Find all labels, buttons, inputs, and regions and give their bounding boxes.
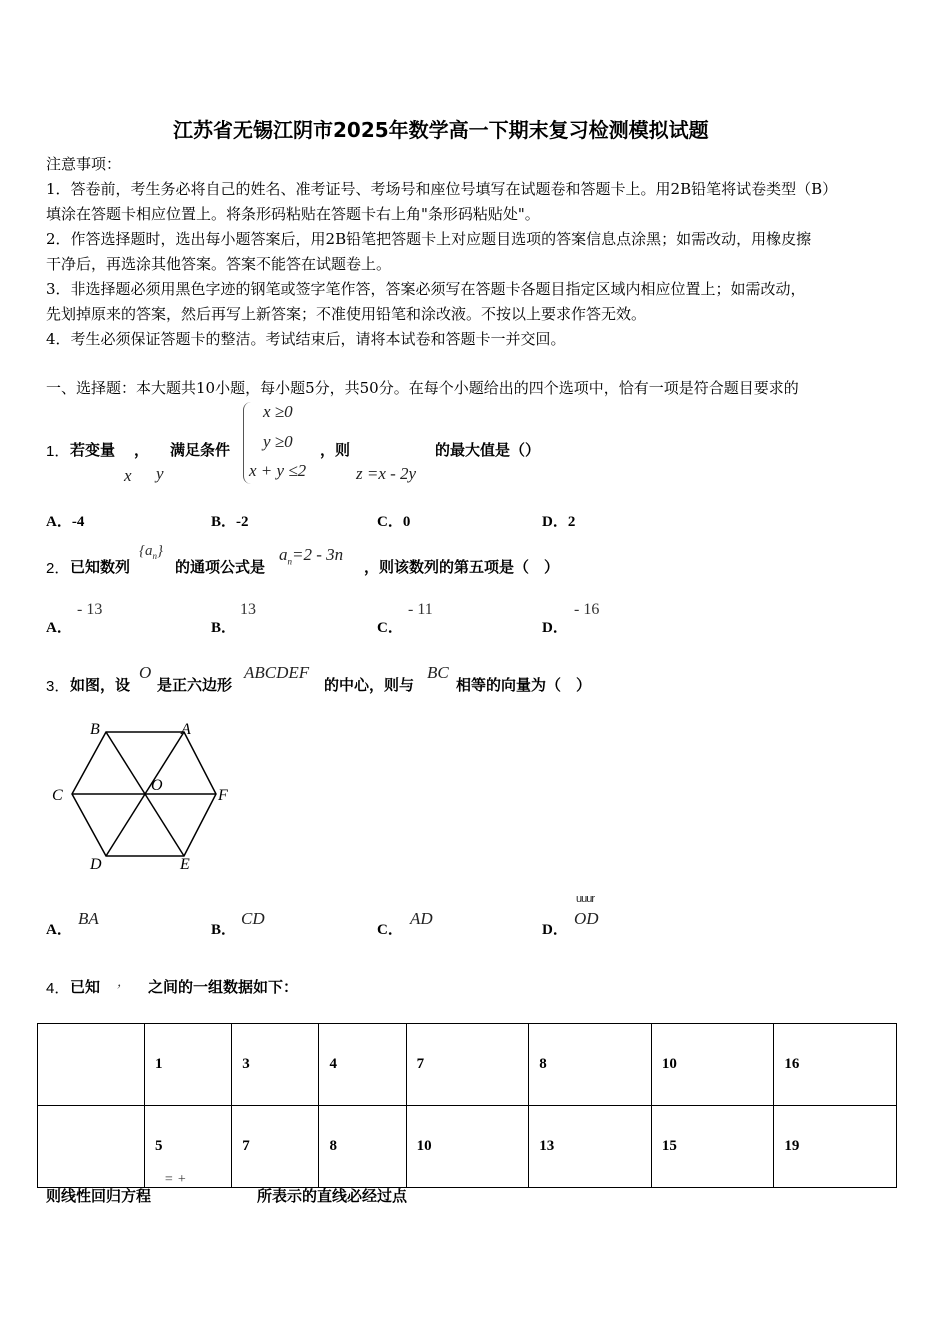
q2-text-b: 的通项公式是 bbox=[175, 558, 266, 576]
q2-formula-a: a bbox=[279, 545, 288, 564]
q3-option-b-label: B． bbox=[211, 922, 237, 938]
y-value: 19 bbox=[774, 1106, 897, 1188]
q2-option-d-label: D． bbox=[542, 620, 568, 636]
row-y-label bbox=[38, 1106, 145, 1188]
notice-heading: 注意事项： bbox=[46, 155, 122, 173]
y-value: 13 bbox=[529, 1106, 652, 1188]
q2-formula-sub: n bbox=[287, 556, 292, 567]
q4-number: 4． bbox=[46, 980, 70, 997]
q2-sequence: $\{a_n\}$ bbox=[139, 543, 163, 561]
q1-option-a: A．-4 bbox=[46, 514, 85, 530]
q3-point-o: O bbox=[139, 663, 152, 682]
q2-option-a-label: A． bbox=[46, 620, 72, 636]
table-row-x bbox=[38, 1024, 897, 1106]
q1-option-b: B．-2 bbox=[211, 514, 249, 530]
y-value: 8 bbox=[319, 1106, 406, 1188]
notice-line: 4．考生必须保证答题卡的整洁。考试结束后，请将本试卷和答题卡一并交回。 bbox=[46, 330, 566, 348]
q2-option-c-label: C． bbox=[377, 620, 403, 636]
notice-line: 1．答卷前，考生务必将自己的姓名、准考证号、考场号和座位号填写在试题卷和答题卡上。用2B铅笔将试卷类型（B） bbox=[46, 180, 838, 198]
q2-seq-sub: n bbox=[152, 551, 157, 561]
q3-option-b-value: CD bbox=[241, 909, 265, 928]
q1-option-d: D．2 bbox=[542, 514, 576, 530]
q4-text-a: 已知 bbox=[70, 978, 101, 996]
q3-vector-bc: BC bbox=[427, 663, 449, 682]
x-value: 7 bbox=[406, 1024, 529, 1106]
q3-hexagon-name: ABCDEF bbox=[244, 663, 310, 682]
q4-separator: ， bbox=[117, 974, 131, 989]
page-title: 江苏省无锡江阴市2025年数学高一下期末复习检测模拟试题 bbox=[173, 118, 709, 142]
section-heading: 一、选择题：本大题共10小题，每小题5分，共50分。在每个小题给出的四个选项中，恰有一项是符合题目要求的 bbox=[46, 379, 799, 397]
q2-option-d-value: - 16 bbox=[574, 601, 600, 618]
y-value: 5 bbox=[145, 1106, 232, 1188]
q3-text-a: 如图，设 bbox=[70, 676, 131, 694]
q1-option-c: C．0 bbox=[377, 514, 411, 530]
q1-text-c: ，则 bbox=[320, 441, 351, 459]
x-value: 16 bbox=[774, 1024, 897, 1106]
q3-option-d-label: D． bbox=[542, 922, 568, 938]
q1-text-d: 的最大值是（） bbox=[435, 441, 541, 459]
y-value: 15 bbox=[651, 1106, 774, 1188]
hex-label-o: O bbox=[151, 777, 163, 794]
x-value: 10 bbox=[651, 1024, 774, 1106]
q2-option-b-value: 13 bbox=[240, 601, 256, 618]
q3-option-a-label: A． bbox=[46, 922, 72, 938]
q3-option-c-value: AD bbox=[410, 909, 433, 928]
q2-option-b-label: B． bbox=[211, 620, 237, 636]
q3-option-d-value: OD bbox=[574, 909, 599, 928]
q4-regression-equation: = + bbox=[164, 1172, 187, 1187]
hex-label-e: E bbox=[180, 856, 190, 873]
q4-text-b: 之间的一组数据如下： bbox=[148, 978, 299, 996]
q3-option-d-arrow: uuur bbox=[576, 893, 595, 905]
q3-text-b: 是正六边形 bbox=[157, 676, 233, 694]
y-value: 10 bbox=[406, 1106, 529, 1188]
hex-label-c: C bbox=[52, 787, 63, 804]
notice-line: 先划掉原来的答案，然后再写上新答案；不准使用铅笔和涂改液。不按以上要求作答无效。 bbox=[46, 305, 647, 323]
x-value: 1 bbox=[145, 1024, 232, 1106]
q2-seq-a: a bbox=[145, 543, 153, 559]
q2-option-c-value: - 11 bbox=[408, 601, 433, 618]
hex-label-a: A bbox=[181, 721, 191, 738]
data-table bbox=[37, 1023, 897, 1188]
notice-line: 3．非选择题必须用黑色字迹的钢笔或签字笔作答，答案必须写在答题卡各题目指定区域内相应位置上；如需改动， bbox=[46, 280, 806, 298]
q1-cond1: x ≥0 bbox=[263, 402, 293, 421]
hexagon-figure bbox=[40, 712, 240, 882]
q3-option-a-value: BA bbox=[78, 909, 99, 928]
q2-text-c: ，则该数列的第五项是（ ） bbox=[364, 558, 560, 576]
q1-text-b: 满足条件 bbox=[170, 441, 231, 459]
q1-expression: z =x - 2y bbox=[356, 464, 417, 483]
q4-tail-a: 则线性回归方程 bbox=[46, 1187, 152, 1205]
q1-var-y: y bbox=[156, 464, 164, 483]
x-value: 3 bbox=[232, 1024, 319, 1106]
q2-option-a-value: - 13 bbox=[77, 601, 103, 618]
q3-text-c: 的中心，则与 bbox=[324, 676, 415, 694]
q1-text-a: 若变量 bbox=[70, 441, 116, 459]
hex-label-b: B bbox=[90, 721, 100, 738]
y-value: 7 bbox=[232, 1106, 319, 1188]
hex-label-d: D bbox=[90, 856, 102, 873]
q1-comma: ， bbox=[134, 441, 150, 459]
row-x-label bbox=[38, 1024, 145, 1106]
q2-text-a: 已知数列 bbox=[70, 558, 131, 576]
x-value: 4 bbox=[319, 1024, 406, 1106]
notice-line: 干净后，再选涂其他答案。答案不能答在试题卷上。 bbox=[46, 255, 392, 273]
q3-option-c-label: C． bbox=[377, 922, 403, 938]
hex-label-f: F bbox=[218, 787, 228, 804]
notice-line: 2．作答选择题时，选出每小题答案后，用2B铅笔把答题卡上对应题目选项的答案信息点涂黑；如需改动，用橡皮擦 bbox=[46, 230, 812, 248]
q1-cond3: x + y ≤2 bbox=[249, 461, 307, 480]
q1-var-x: x bbox=[124, 466, 132, 485]
q4-tail-b: 所表示的直线必经过点 bbox=[257, 1187, 408, 1205]
q1-cond2: y ≥0 bbox=[263, 432, 293, 451]
q3-number: 3． bbox=[46, 678, 70, 695]
q2-number: 2． bbox=[46, 560, 70, 577]
notice-line: 填涂在答题卡相应位置上。将条形码粘贴在答题卡右上角"条形码粘贴处"。 bbox=[46, 205, 540, 223]
q2-formula bbox=[279, 545, 343, 566]
q1-number: 1． bbox=[46, 443, 70, 460]
x-value: 8 bbox=[529, 1024, 652, 1106]
q3-text-d: 相等的向量为（ ） bbox=[456, 676, 592, 694]
q2-formula-b: =2 - 3n bbox=[292, 545, 344, 564]
